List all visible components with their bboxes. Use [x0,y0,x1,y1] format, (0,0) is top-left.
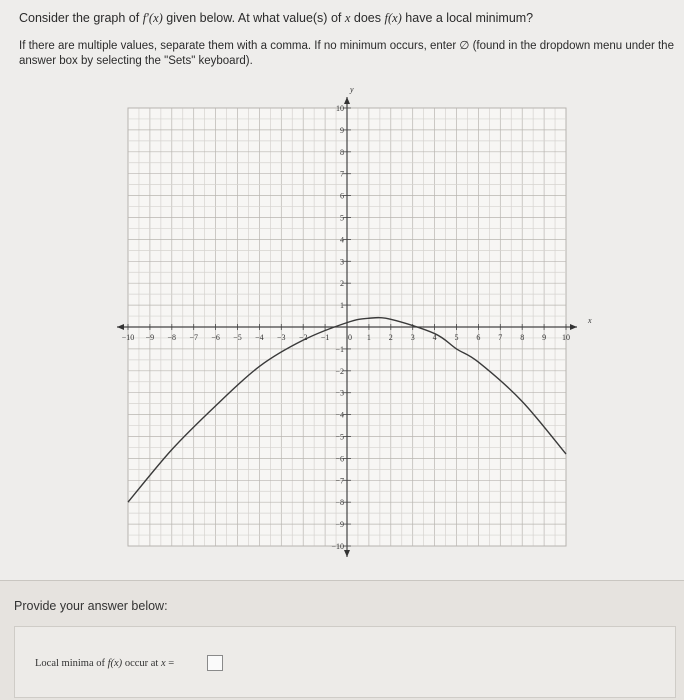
question-mid: given below. At what value(s) of [162,11,345,25]
x-tick-label: −4 [255,333,264,342]
y-tick-label: 3 [340,257,344,267]
y-tick-label: 2 [340,279,344,289]
y-tick-label: −10 [331,542,344,551]
x-tick-label: −7 [189,333,198,342]
question-func: f′(x) [142,11,163,25]
y-tick-label: −9 [335,520,344,530]
question-suffix: have a local minimum? [401,11,534,25]
answer-area [0,581,684,700]
x-tick-label: 7 [498,333,503,342]
answer-label-func: f(x) [107,658,123,669]
x-tick-label: 8 [520,333,525,342]
x-tick-label: 2 [388,333,393,342]
y-tick-label: 8 [340,147,344,157]
y-tick-label: −2 [335,366,344,376]
y-tick-label: −3 [335,388,344,398]
y-tick-label: −6 [335,454,344,464]
question-instructions: If there are multiple values, separate them with a comma. If no minimum occurs, enter ∅ (found in the dropdown menu under the answer box by selecting the "Sets" keyboard). [19,40,674,67]
y-tick-label: 9 [340,125,344,135]
answer-box [14,626,676,698]
question-func2: f(x) [384,11,402,25]
x-tick-label: 9 [542,333,547,342]
x-tick-label: −1 [320,333,330,342]
y-tick-label: 6 [340,191,344,201]
x-axis-arrow-right [570,324,577,330]
x-tick-label: 4 [432,333,437,342]
y-tick-label: 10 [336,104,344,113]
x-tick-label: 1 [366,333,371,342]
x-tick-label: −10 [121,333,135,342]
x-tick-label: 0 [348,333,352,342]
y-axis-arrow-up [344,97,350,104]
x-tick-label: 6 [476,333,481,342]
question-mid2: does [350,11,385,25]
y-tick-label: −5 [335,432,344,442]
x-tick-label: −5 [233,333,242,342]
x-tick-label: −8 [167,333,177,342]
y-tick-label: −1 [335,344,344,354]
answer-label-suffix: occur at [122,658,161,669]
answer-label-eq: = [165,658,175,669]
answer-label-prefix: Local minima of [35,658,108,669]
y-axis-arrow-down [344,550,350,557]
question-var: x [344,11,351,25]
x-tick-label: −9 [145,333,155,342]
y-tick-label: −4 [335,410,344,420]
x-axis-arrow-left [117,324,124,330]
x-tick-label: 3 [410,333,415,342]
answer-input[interactable] [207,655,223,671]
x-tick-label: −6 [211,333,220,342]
x-axis-label: x [588,316,592,325]
x-tick-label: 10 [562,333,570,342]
y-tick-label: 1 [340,301,344,311]
x-tick-label: 5 [454,333,459,342]
y-tick-label: 5 [340,213,344,223]
y-axis-label: y [350,85,354,94]
y-tick-label: 4 [340,235,344,245]
x-tick-label: −3 [277,333,286,342]
answer-label [35,658,174,669]
y-tick-label: 7 [340,169,344,179]
y-tick-label: −7 [335,476,344,486]
question-prefix: Consider the graph of [19,11,143,25]
provide-answer-label: Provide your answer below: [14,599,168,613]
x-tick-label: −2 [298,333,308,342]
answer-label-var: x [160,658,166,669]
y-tick-label: −8 [335,498,344,508]
